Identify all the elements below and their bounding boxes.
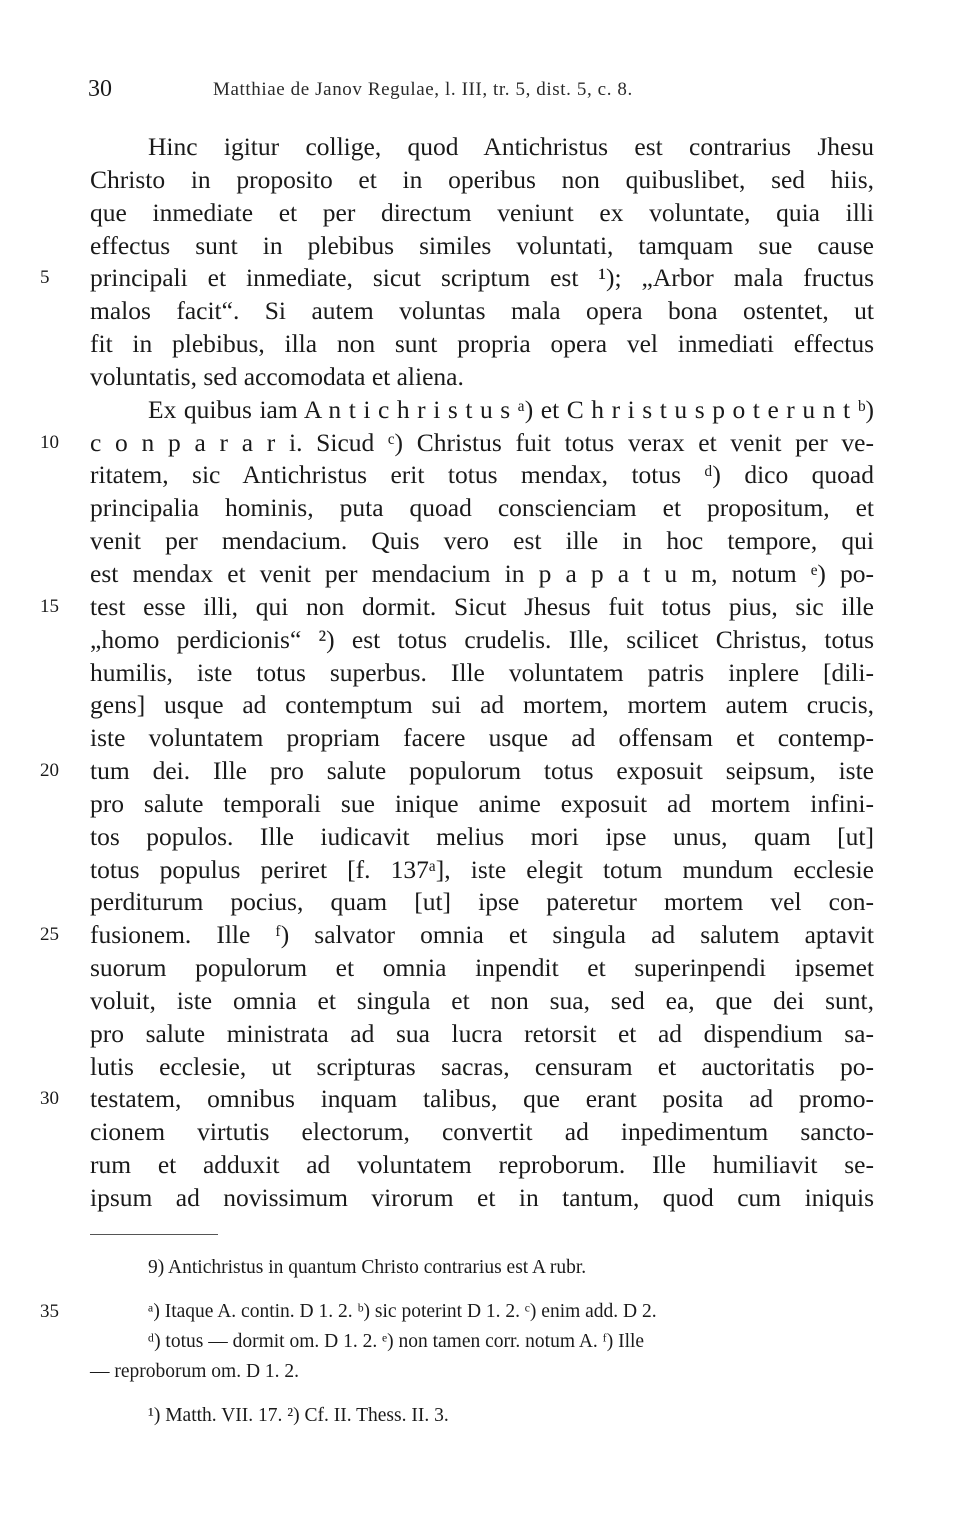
text-line — [0, 1116, 960, 1149]
footnote-rule — [90, 1234, 218, 1235]
text-line — [0, 788, 960, 821]
text-line — [0, 722, 960, 755]
apparatus-line — [0, 1297, 960, 1327]
text-line — [0, 985, 960, 1018]
text-line — [0, 755, 960, 788]
line-text: iste voluntatem propriam facere usque ad offensam et contemp- — [90, 723, 874, 753]
line-text: tos populos. Ille iudicavit melius mori ipse unus, quam [ut] — [90, 821, 874, 851]
apparatus-line — [0, 1327, 960, 1357]
line-text: c o n p a r a r i. Sicud ᶜ) Christus fuit totus verax et venit per ve- — [90, 427, 874, 457]
text-line — [0, 886, 960, 919]
line-text: est mendax et venit per mendacium in p a p a t u m, notum ᵉ) po- — [90, 558, 874, 588]
text-line — [0, 1182, 960, 1215]
text-line — [0, 919, 960, 952]
line-text: test esse illi, qui non dormit. Sicut Jhesus fuit totus pius, sic ille — [90, 591, 874, 621]
text-line — [0, 230, 960, 263]
line-number: 25 — [40, 924, 59, 946]
line-text: principalia hominis, puta quoad conscienciam et propositum, et — [90, 493, 874, 523]
footnotes — [0, 1253, 960, 1431]
text-line — [0, 131, 960, 164]
line-number: 15 — [40, 595, 59, 617]
line-text: testatem, omnibus inquam talibus, que erant posita ad promo- — [90, 1084, 874, 1114]
text-line — [0, 262, 960, 295]
text-line — [0, 1083, 960, 1116]
line-number: 10 — [40, 431, 59, 453]
text-line — [0, 854, 960, 887]
source-notes-text: ¹) Matth. VII. 17. ²) Cf. II. Thess. II. 3. — [148, 1405, 449, 1426]
line-text: effectus sunt in plebibus similes voluntati, tamquam sue cause — [90, 230, 874, 260]
line-number: 5 — [40, 267, 50, 289]
line-text: ritatem, sic Antichristus erit totus mendax, totus ᵈ) dico quoad — [90, 460, 874, 490]
line-text: gens] usque ad contemptum sui ad mortem, mortem autem crucis, — [90, 690, 874, 720]
line-text: pro salute temporali sue inique anime exposuit ad mortem infini- — [90, 788, 874, 818]
line-text: totus populus periret [f. 137ᵃ], iste elegit totum mundum ecclesie — [90, 854, 874, 884]
line-text: voluit, iste omnia et singula et non sua, sed ea, que dei sunt, — [90, 985, 874, 1015]
main-text — [0, 131, 960, 1215]
text-line — [0, 821, 960, 854]
line-text: Hinc igitur collige, quod Antichristus est contrarius Jhesu — [148, 132, 874, 161]
line-text: rum et adduxit ad voluntatem reproborum. Ille humiliavit se- — [90, 1150, 874, 1180]
text-line — [0, 1018, 960, 1051]
line-text: lutis ecclesie, ut scripturas sacras, censuram et auctoritatis po- — [90, 1051, 874, 1081]
line-text: que inmediate et per directum veniunt ex voluntate, quia illi — [90, 197, 874, 227]
apparatus-text: — reproborum om. D 1. 2. — [90, 1361, 300, 1382]
line-text: humilis, iste totus superbus. Ille voluntatem patris inplere [dili- — [90, 657, 874, 687]
text-line — [0, 361, 960, 394]
text-line — [0, 591, 960, 624]
source-notes — [0, 1401, 960, 1431]
marginal-note-text: 9) Antichristus in quantum Christo contrarius est A rubr. — [148, 1257, 587, 1278]
text-line — [0, 1149, 960, 1182]
text-line — [0, 657, 960, 690]
line-number: 35 — [40, 1301, 59, 1322]
line-text: malos facit“. Si autem voluntas mala opera bona ostentet, ut — [90, 296, 874, 326]
text-line — [0, 558, 960, 591]
line-text: pro salute ministrata ad sua lucra retorsit et ad dispendium sa- — [90, 1018, 874, 1048]
marginal-note — [0, 1253, 960, 1283]
line-text: voluntatis, sed accomodata et aliena. — [90, 361, 464, 391]
line-text: „homo perdicionis“ ²) est totus crudelis. Ille, scilicet Christus, totus — [90, 624, 874, 654]
apparatus-line — [0, 1357, 960, 1387]
line-number: 20 — [40, 760, 59, 782]
line-text: suorum populorum et omnia inpendit et superinpendi ipsemet — [90, 953, 874, 983]
text-line — [0, 525, 960, 558]
line-number: 30 — [40, 1088, 59, 1110]
text-line — [0, 328, 960, 361]
running-head: Matthiae de Janov Regulae, l. III, tr. 5, dist. 5, c. 8. — [213, 79, 633, 100]
text-line — [0, 492, 960, 525]
line-text: perditurum pocius, quam [ut] ipse pateretur mortem vel con- — [90, 887, 874, 917]
text-line — [0, 952, 960, 985]
line-text: tum dei. Ille pro salute populorum totus exposuit seipsum, iste — [90, 756, 874, 786]
text-line — [0, 394, 960, 427]
page-number: 30 — [88, 76, 112, 102]
text-line — [0, 164, 960, 197]
text-line — [0, 427, 960, 460]
text-line — [0, 689, 960, 722]
line-text: ipsum ad novissimum virorum et in tantum, quod cum iniquis — [90, 1183, 874, 1212]
page-header — [88, 76, 878, 106]
apparatus-text: ᵈ) totus — dormit om. D 1. 2. ᵉ) non tamen corr. notum A. ᶠ) Ille — [148, 1331, 645, 1352]
text-line — [0, 459, 960, 492]
line-text: Ex quibus iam A n t i c h r i s t u s ᵃ) et C h r i s t u s p o t e r u n t ᵇ) — [148, 394, 874, 424]
text-line — [0, 1051, 960, 1084]
apparatus-text: ᵃ) Itaque A. contin. D 1. 2. ᵇ) sic poterint D 1. 2. ᶜ) enim add. D 2. — [148, 1301, 657, 1322]
text-line — [0, 295, 960, 328]
text-line — [0, 197, 960, 230]
line-text: fit in plebibus, illa non sunt propria opera vel inmediati effectus — [90, 329, 874, 359]
line-text: venit per mendacium. Quis vero est ille in hoc tempore, qui — [90, 526, 874, 556]
text-line — [0, 624, 960, 657]
line-text: fusionem. Ille ᶠ) salvator omnia et singula ad salutem aptavit — [90, 920, 874, 950]
line-text: Christo in proposito et in operibus non quibuslibet, sed hiis, — [90, 164, 874, 194]
line-text: cionem virtutis electorum, convertit ad inpedimentum sancto- — [90, 1117, 874, 1147]
line-text: principali et inmediate, sicut scriptum est ¹); „Arbor mala fructus — [90, 263, 874, 293]
